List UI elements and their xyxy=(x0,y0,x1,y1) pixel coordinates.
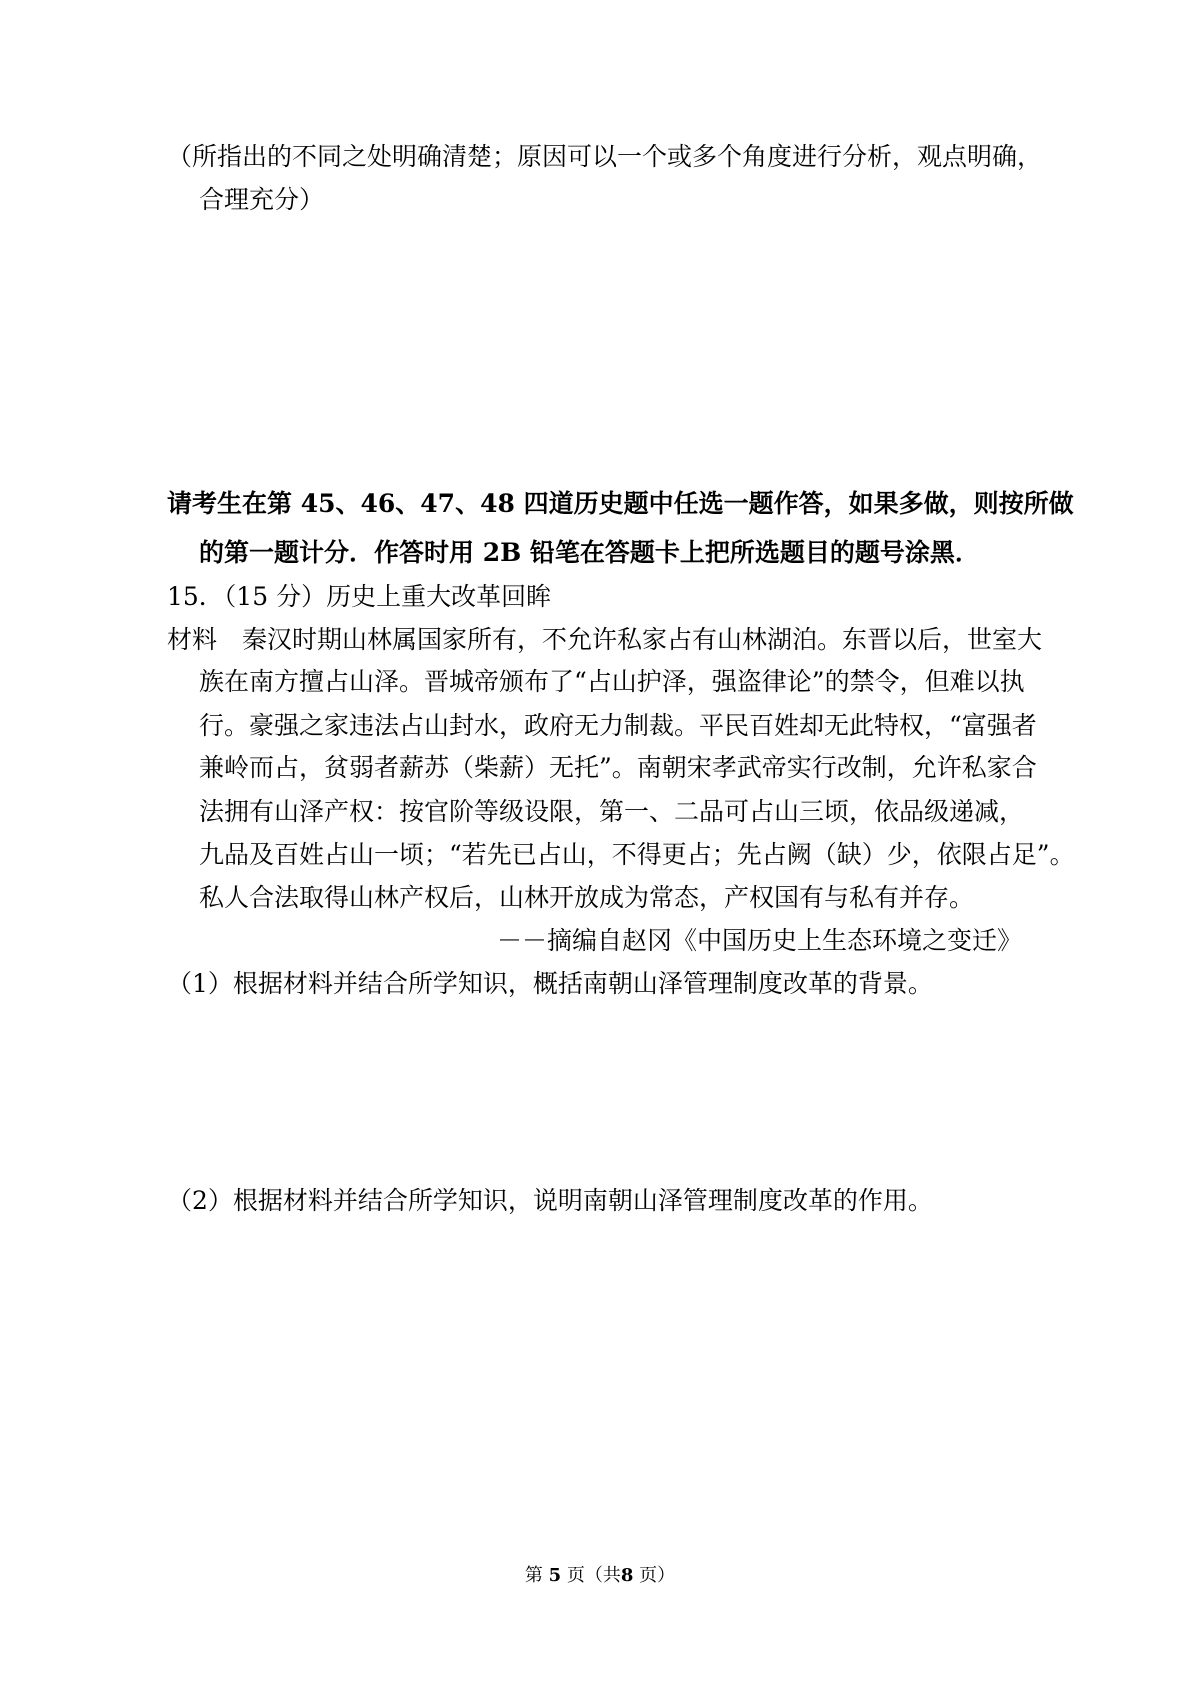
note-line-2: 合理充分） xyxy=(199,185,325,214)
instructions-line-1: 请考生在第 45、46、47、48 四道历史题中任选一题作答，如果多做，则按所做 xyxy=(167,489,1074,518)
material-line: 行。豪强之家违法占山封水，政府无力制裁。平民百姓却无此特权，“富强者 xyxy=(199,711,1037,740)
footer-page-number: 5 xyxy=(548,1565,562,1586)
footer-total-pages: 8 xyxy=(620,1565,634,1586)
material-line: 私人合法取得山林产权后，山林开放成为常态，产权国有与私有并存。 xyxy=(199,883,975,912)
footer-middle: 页（共 xyxy=(566,1565,621,1586)
material-source: －－摘编自赵冈《中国历史上生态环境之变迁》 xyxy=(496,926,1022,955)
sub-question-1: （1）根据材料并结合所学知识，概括南朝山泽管理制度改革的背景。 xyxy=(167,969,933,998)
page-footer xyxy=(0,1565,1200,1587)
instructions-line-2: 的第一题计分．作答时用 2B 铅笔在答题卡上把所选题目的题号涂黑． xyxy=(199,538,980,567)
footer-prefix: 第 xyxy=(524,1565,543,1586)
note-line-1: （所指出的不同之处明确清楚；原因可以一个或多个角度进行分析，观点明确， xyxy=(167,142,1043,171)
question-header: 15．（15 分）历史上重大改革回眸 xyxy=(167,582,552,611)
material-line: 九品及百姓占山一顷；“若先已占山，不得更占；先占阙（缺）少，依限占足”。 xyxy=(199,840,1075,869)
material-line: 兼岭而占，贫弱者薪苏（柴薪）无托”。南朝宋孝武帝实行改制，允许私家合 xyxy=(199,753,1037,782)
footer-suffix: 页） xyxy=(639,1565,676,1586)
material-line: 材料 秦汉时期山林属国家所有，不允许私家占有山林湖泊。东晋以后，世室大 xyxy=(167,625,1043,654)
material-line: 法拥有山泽产权：按官阶等级设限，第一、二品可占山三顷，依品级递减， xyxy=(199,797,1025,826)
material-line: 族在南方擅占山泽。晋城帝颁布了“占山护泽，强盗律论”的禁令，但难以执 xyxy=(199,667,1025,696)
sub-question-2: （2）根据材料并结合所学知识，说明南朝山泽管理制度改革的作用。 xyxy=(167,1186,933,1215)
